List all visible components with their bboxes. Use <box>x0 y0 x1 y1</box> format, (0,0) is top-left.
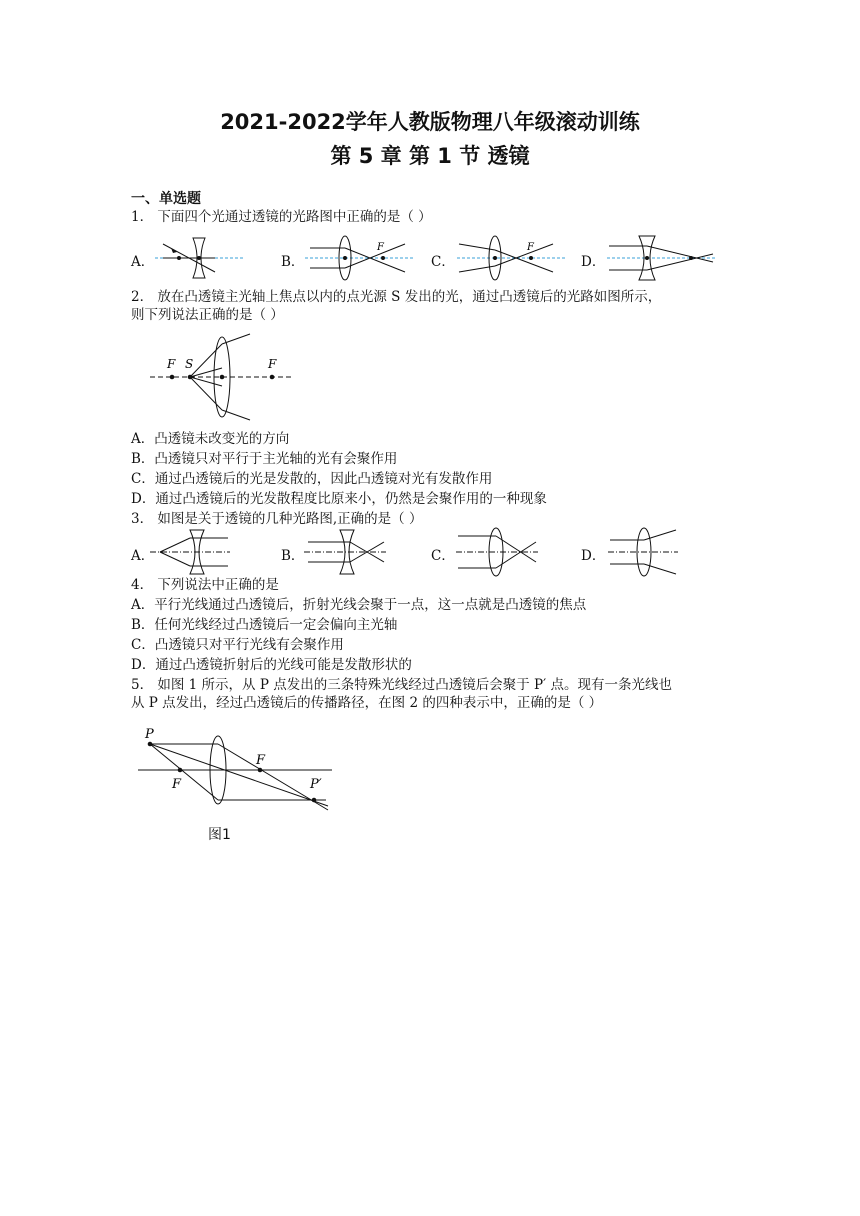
q2-option-c[interactable]: C．通过凸透镜后的光是发散的，因此凸透镜对光有发散作用 <box>131 471 493 487</box>
q2-option-a[interactable]: A．凸透镜未改变光的方向 <box>131 431 290 447</box>
q4-option-a[interactable]: A．平行光线通过凸透镜后，折射光线会聚于一点，这一点就是凸透镜的焦点 <box>131 597 587 613</box>
q1-figure-a <box>155 232 245 282</box>
q4-option-c[interactable]: C．凸透镜只对平行光线有会聚作用 <box>131 637 344 653</box>
q3-option-d-label[interactable]: D． <box>581 548 606 564</box>
q1-figure-b <box>305 230 415 280</box>
q2-source-s-label: S <box>185 357 194 371</box>
q1-b-focus-label: F <box>377 242 384 253</box>
q2-focus-right-label: F <box>268 357 277 371</box>
q3-option-a-label[interactable]: A． <box>131 548 155 564</box>
q2-option-d[interactable]: D．通过凸透镜后的光发散程度比原来小，仍然是会聚作用的一种现象 <box>131 491 547 507</box>
q1-option-b-label[interactable]: B． <box>281 254 305 270</box>
q5-image-point-label: P′ <box>310 777 322 792</box>
q1-c-focus-label: F <box>527 242 534 253</box>
page-title: 2021-2022学年人教版物理八年级滚动训练 <box>220 110 640 134</box>
q4-option-d[interactable]: D．通过凸透镜折射后的光线可能是发散形状的 <box>131 657 412 673</box>
q3-figure-c <box>456 526 540 580</box>
q2-lens-figure <box>150 328 295 418</box>
question-1-stem: 1． 下面四个光通过透镜的光路图中正确的是（ ） <box>131 209 432 225</box>
q4-option-b[interactable]: B．任何光线经过凸透镜后一定会偏向主光轴 <box>131 617 398 633</box>
q5-figure-caption: 图1 <box>208 827 231 843</box>
question-5-stem-line1: 5． 如图 1 所示，从 P 点发出的三条特殊光线经过凸透镜后会聚于 P′ 点。现有一条光线也 <box>131 677 672 693</box>
question-5-stem-line2: 从 P 点发出，经过凸透镜后的传播路径，在图 2 的四种表示中，正确的是（ ） <box>131 695 603 711</box>
q5-focus-right-label: F <box>256 753 266 768</box>
q1-figure-c <box>457 230 567 280</box>
q5-point-p-label: P <box>145 727 154 742</box>
q3-figure-b <box>304 528 388 578</box>
question-4-stem: 4． 下列说法中正确的是 <box>131 577 279 593</box>
section-title: 一、单选题 <box>131 191 201 207</box>
chapter-title: 第 5 章 第 1 节 透镜 <box>330 144 530 168</box>
q2-option-b[interactable]: B．凸透镜只对平行于主光轴的光有会聚作用 <box>131 451 398 467</box>
q1-option-d-label[interactable]: D． <box>581 254 606 270</box>
q3-option-b-label[interactable]: B． <box>281 548 305 564</box>
q2-focus-left-label: F <box>167 357 176 371</box>
question-3-stem: 3． 如图是关于透镜的几种光路图,正确的是（ ） <box>131 511 423 527</box>
q1-option-a-label[interactable]: A． <box>131 254 155 270</box>
q1-option-c-label[interactable]: C． <box>431 254 455 270</box>
q3-figure-a <box>150 528 232 578</box>
q1-figure-d <box>607 232 719 282</box>
q3-figure-d <box>608 526 680 580</box>
question-2-stem-line1: 2． 放在凸透镜主光轴上焦点以内的点光源 S 发出的光，通过凸透镜后的光路如图所示， <box>131 289 662 305</box>
question-2-stem-line2: 则下列说法正确的是（ ） <box>131 307 284 323</box>
q5-figure-1 <box>136 726 336 818</box>
q3-option-c-label[interactable]: C． <box>431 548 455 564</box>
q5-focus-left-label: F <box>172 777 182 792</box>
